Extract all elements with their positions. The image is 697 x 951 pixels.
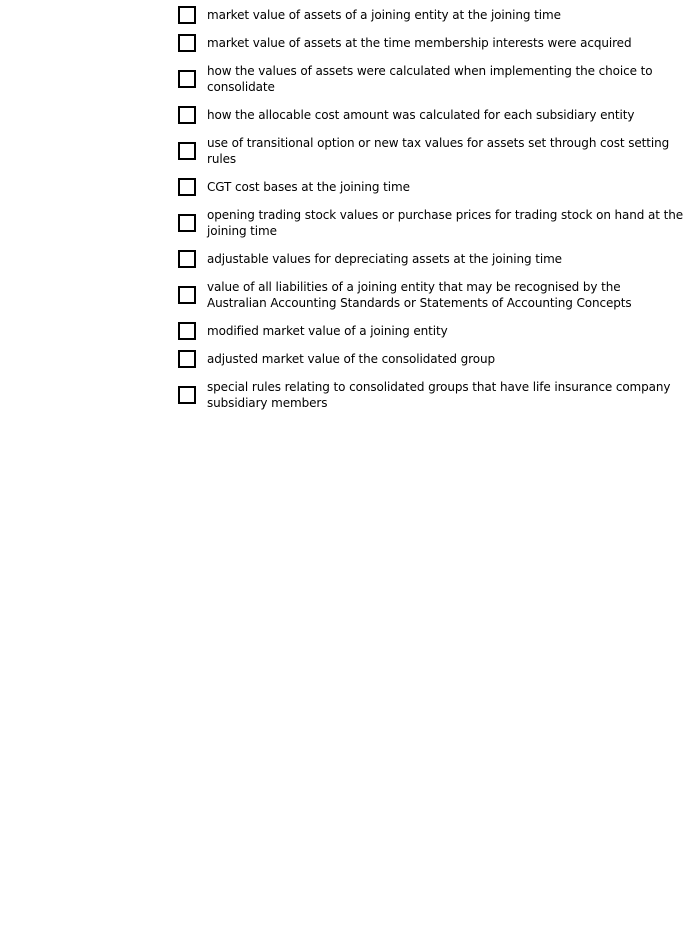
checklist-item-label: how the values of assets were calculated when implementing the choice to consolidate (207, 63, 653, 94)
checklist-item (178, 178, 683, 195)
checklist-item-label: special rules relating to consolidated groups that have life insurance company subsidiary members (207, 379, 671, 410)
checkbox[interactable] (178, 386, 196, 404)
checkbox[interactable] (178, 6, 196, 24)
checklist-item-label: adjustable values for depreciating assets at the joining time (207, 251, 562, 266)
checklist-item (178, 322, 683, 339)
checklist-item (178, 34, 683, 51)
checklist-item (178, 6, 683, 23)
checkbox[interactable] (178, 106, 196, 124)
checkbox[interactable] (178, 350, 196, 368)
checklist-item (178, 62, 683, 95)
checklist-item-label: market value of assets of a joining entity at the joining time (207, 7, 561, 22)
checklist-item (178, 250, 683, 267)
checklist-item-label: market value of assets at the time membership interests were acquired (207, 35, 632, 50)
checklist-item-label: how the allocable cost amount was calculated for each subsidiary entity (207, 107, 635, 122)
checkbox[interactable] (178, 142, 196, 160)
checklist-item (178, 350, 683, 367)
checklist-item (178, 134, 683, 167)
checklist-item-label: value of all liabilities of a joining entity that may be recognised by the Australian Accounting Standards or Statements of Accounting Concepts (207, 279, 632, 310)
checklist-item-label: opening trading stock values or purchase prices for trading stock on hand at the joining time (207, 207, 684, 238)
checklist-item (178, 206, 683, 239)
checkbox[interactable] (178, 286, 196, 304)
checkbox[interactable] (178, 178, 196, 196)
checkbox[interactable] (178, 322, 196, 340)
checklist-item (178, 106, 683, 123)
valuation-checklist (178, 6, 683, 422)
checklist-item-label: adjusted market value of the consolidated group (207, 351, 496, 366)
checklist-item (178, 378, 683, 411)
checklist-item-label: use of transitional option or new tax values for assets set through cost setting rules (207, 135, 670, 166)
checklist-item-label: modified market value of a joining entity (207, 323, 448, 338)
checkbox[interactable] (178, 34, 196, 52)
checkbox[interactable] (178, 70, 196, 88)
checklist-item-label: CGT cost bases at the joining time (207, 179, 410, 194)
checklist-item (178, 278, 683, 311)
checkbox[interactable] (178, 214, 196, 232)
checkbox[interactable] (178, 250, 196, 268)
